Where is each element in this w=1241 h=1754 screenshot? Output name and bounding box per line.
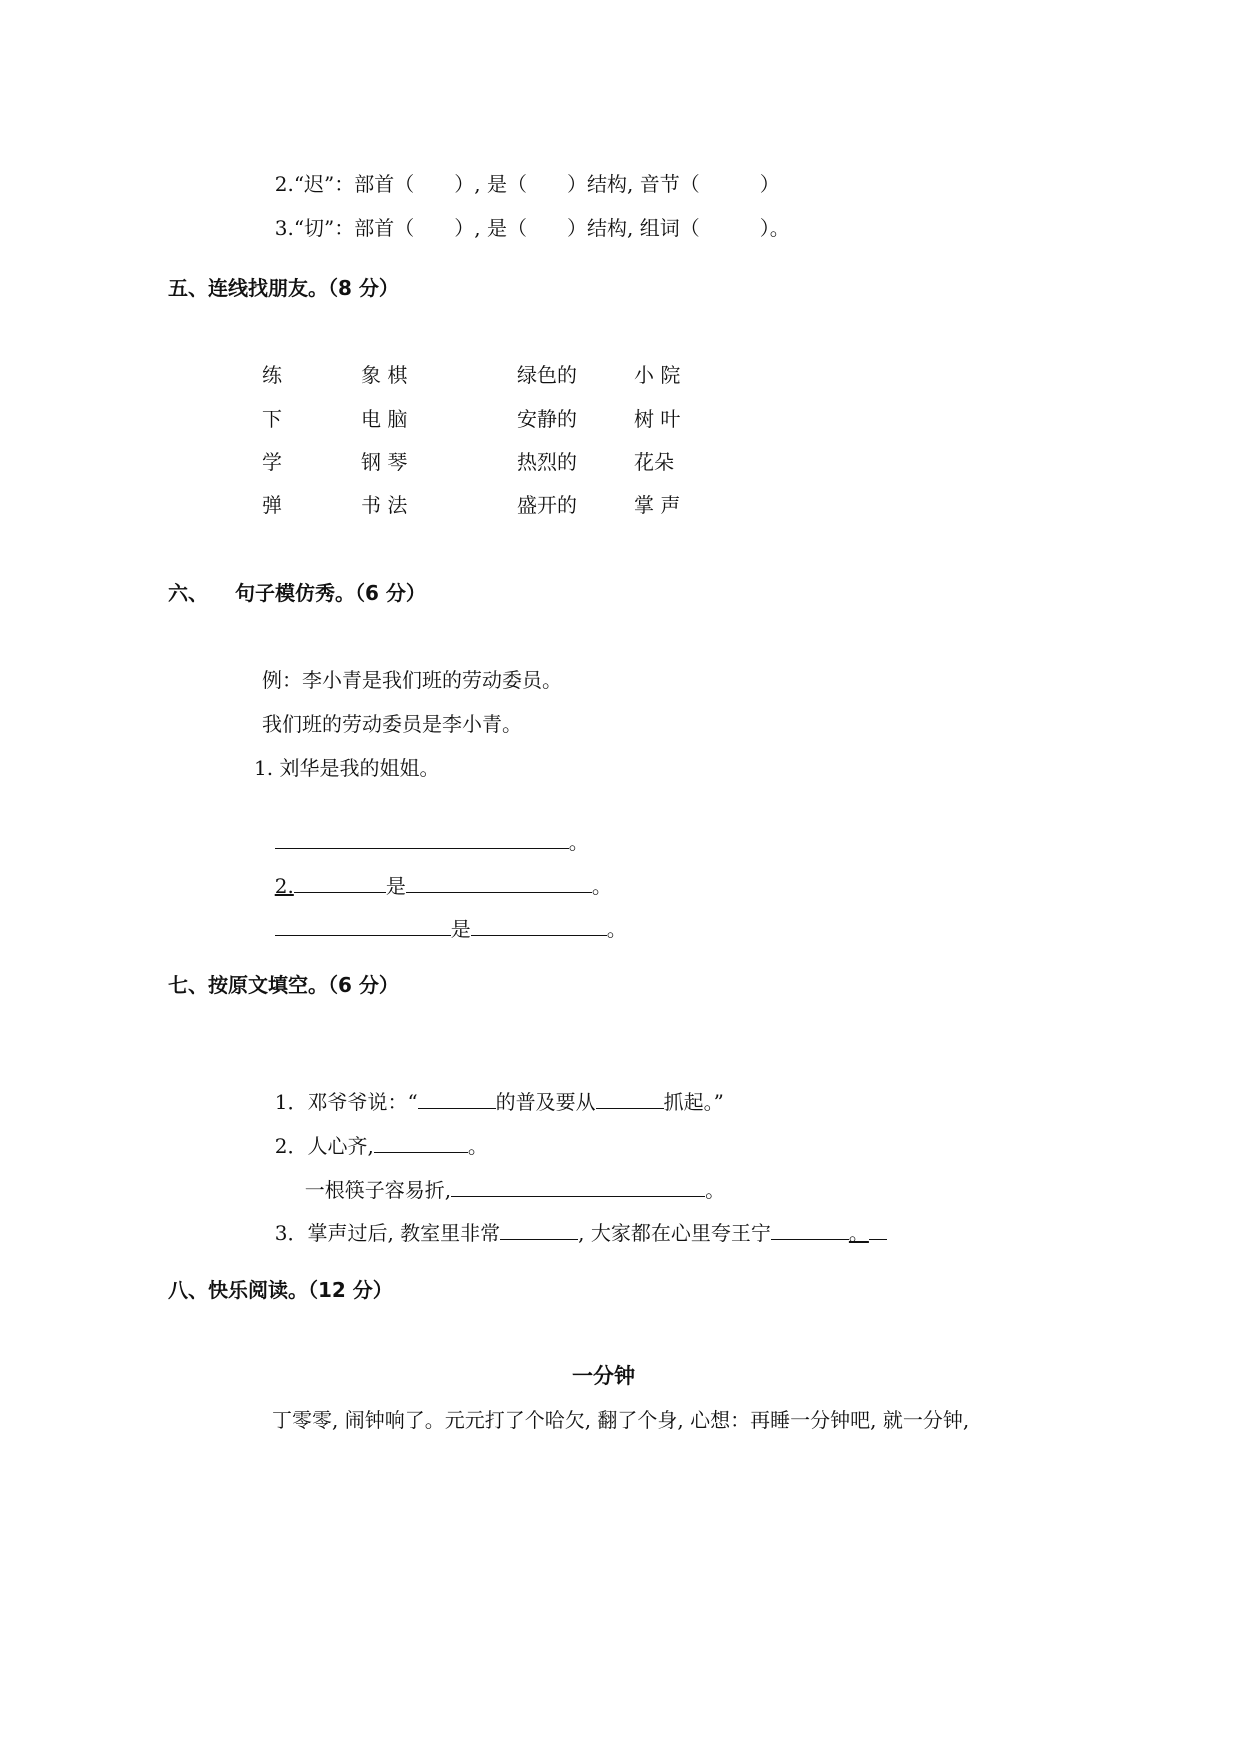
period: 。 (591, 874, 612, 898)
q2-text-a: 2．人心齐, (274, 1134, 374, 1158)
q3-text-c: 。 (848, 1221, 869, 1245)
q2-line2-text-a: 一根筷子容易折, (304, 1178, 452, 1202)
section4-q3-num: 3. (274, 216, 294, 240)
section6-q2-row2 (262, 885, 627, 943)
section6-heading-num: 六、 (168, 581, 208, 605)
match-right-3: 钢 琴 (361, 450, 408, 474)
answer-blank[interactable] (771, 1217, 849, 1240)
section8-heading: 八、快乐阅读。（12 分） (168, 1278, 393, 1302)
answer-blank[interactable] (471, 913, 607, 936)
section4-q3-text: “切”：部首（ ）, 是（ ）结构, 组词（ ）。 (293, 216, 790, 240)
answer-blank[interactable] (869, 1217, 887, 1240)
section6-example1: 例：李小青是我们班的劳动委员。 (262, 668, 562, 692)
match-adj-1: 绿色的 (517, 363, 577, 387)
section6-q2-num: 2. (274, 874, 294, 898)
q1-text-c: 抓起。” (663, 1090, 724, 1114)
section7-q3 (262, 1189, 887, 1247)
match-left-2: 下 (262, 407, 282, 431)
match-noun-3: 花朵 (634, 450, 674, 474)
match-left-4: 弹 (262, 493, 282, 517)
section7-heading: 七、按原文填空。（6 分） (168, 973, 399, 997)
match-right-2: 电 脑 (361, 407, 408, 431)
section5-heading: 五、连线找朋友。（8 分） (168, 276, 399, 300)
section6-q1: 1. 刘华是我的姐姐。 (254, 756, 440, 780)
story-title: 一分钟 (572, 1364, 635, 1388)
section4-q3 (262, 186, 790, 242)
match-left-3: 学 (262, 450, 282, 474)
shi-word: 是 (450, 917, 471, 941)
match-right-4: 书 法 (361, 493, 408, 517)
answer-blank[interactable] (596, 1086, 664, 1109)
answer-blank[interactable] (275, 913, 451, 936)
match-right-1: 象 棋 (361, 363, 408, 387)
shi-word: 是 (385, 874, 406, 898)
section6-heading-text: 句子模仿秀。（6 分） (235, 581, 426, 605)
q3-text-b: , 大家都在心里夸王宁 (578, 1221, 771, 1245)
match-noun-2: 树 叶 (634, 407, 681, 431)
match-noun-4: 掌 声 (634, 493, 681, 517)
match-noun-1: 小 院 (634, 363, 681, 387)
q1-text-b: 的普及要从 (495, 1090, 596, 1114)
match-adj-4: 盛开的 (517, 493, 577, 517)
q2-line2-text-b: 。 (705, 1178, 726, 1202)
section4-q2-num: 2. (274, 172, 294, 196)
story-paragraph-line1: 丁零零, 闹钟响了。元元打了个哈欠, 翻了个身, 心想：再睡一分钟吧, 就一分钟, (272, 1408, 970, 1432)
q3-text-a: 3．掌声过后, 教室里非常 (274, 1221, 501, 1245)
period: 。 (606, 917, 627, 941)
period: 。 (568, 830, 589, 854)
match-adj-3: 热烈的 (517, 450, 577, 474)
section6-example2: 我们班的劳动委员是李小青。 (262, 712, 522, 736)
match-left-1: 练 (262, 363, 282, 387)
answer-blank[interactable] (500, 1217, 578, 1240)
section4-q2-text: “迟”：部首（ ）, 是（ ）结构, 音节（ ） (293, 172, 780, 196)
match-adj-2: 安静的 (517, 407, 577, 431)
q1-text-a: 1．邓爷爷说：“ (274, 1090, 418, 1114)
q2-text-b: 。 (467, 1134, 488, 1158)
